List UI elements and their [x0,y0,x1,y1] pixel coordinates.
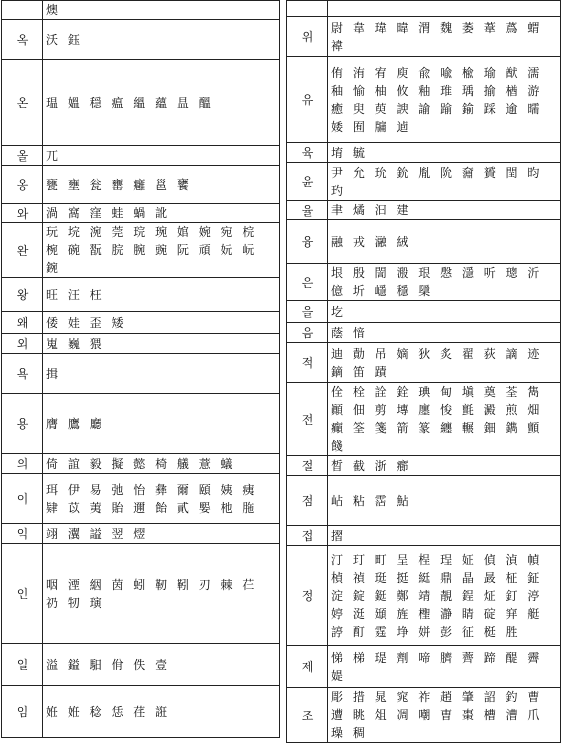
hanja-cell: 嵬 巍 猥 [43,334,280,354]
hanja-cell: 玩 垸 涴 莞 琓 琬 婠 婉 宛 梡 椀 碗 翫 脘 腕 豌 阮 頑 妧 岏 鋺 [43,223,280,278]
hanja-cell: 彫 措 晁 窕 祚 趙 肇 詔 釣 曹 遭 眺 俎 凋 嘲 曺 棗 槽 漕 爪 璪 稠 [328,688,561,743]
index-row [287,383,561,456]
index-row [287,476,561,526]
hanja-cell: 汀 玎 町 呈 桯 珵 姃 偵 湞 幀 楨 禎 珽 挺 綎 鼎 晶 晸 柾 鉦 淀 錠 鋌 鄭 靖 靚 鋥 炡 釘 渟 婷 涏 頲 旌 檉 瀞 睛 碇 穽 艇 諪 酊 霆 埩 姘 彭 征 梃 胜 [328,546,561,646]
hanja-cell: 姙 姙 稔 恁 荏 誑 [43,686,280,738]
hanja-cell: 渦 窩 窪 蛙 蝸 訛 [43,204,280,223]
index-row [2,474,280,524]
index-row [287,201,561,220]
reading-cell: 왕 [2,278,43,312]
index-row [287,526,561,546]
index-row [287,301,561,323]
index-row [2,524,280,544]
reading-cell: 윤 [287,163,328,201]
hanja-cell: 聿 燏 汩 建 [328,201,561,220]
hanja-cell: 溢 鎰 馹 佾 佚 壹 [43,644,280,686]
index-row [2,454,280,474]
hanja-cell: 揖 [43,354,280,394]
reading-cell: 외 [2,334,43,354]
reading-cell: 온 [2,60,43,146]
reading-cell: 용 [2,394,43,454]
reading-cell: 일 [2,644,43,686]
hanja-cell: 尉 韋 瑋 暐 渭 魏 萎 葦 蔿 蝟 褘 [328,17,561,57]
index-row [2,20,280,60]
index-row [287,57,561,143]
index-row [2,394,280,454]
reading-cell: 욕 [2,354,43,394]
hanja-cell: 岾 粘 霑 鮎 [328,476,561,526]
reading-cell: 융 [287,220,328,264]
reading-cell [287,1,328,17]
reading-cell: 전 [287,383,328,456]
hanja-cell: 瑥 媼 穏 瘟 縕 蘊 昷 醞 [43,60,280,146]
reading-cell: 위 [287,17,328,57]
index-row [2,354,280,394]
reading-cell: 완 [2,223,43,278]
index-row [2,223,280,278]
index-row [2,146,280,166]
hanja-cell: 咽 湮 絪 茵 蚓 靭 靷 刃 棘 芢 礽 牣 璌 [43,544,280,644]
hanja-cell: 摺 [328,526,561,546]
reading-cell: 정 [287,546,328,646]
hanja-cell: 悌 梯 瑅 劑 啼 臍 薺 蹄 醍 霽 媞 [328,646,561,688]
index-row [287,143,561,163]
hanja-cell: 堉 毓 [328,143,561,163]
hanja-cell: 尹 允 玧 鈗 胤 阭 奫 贇 閏 昀 玓 [328,163,561,201]
index-row [2,204,280,223]
index-row [2,334,280,354]
reading-cell: 점 [287,476,328,526]
reading-cell: 조 [287,688,328,743]
index-row [2,166,280,204]
reading-cell: 음 [287,323,328,343]
index-row [287,646,561,688]
reading-cell: 육 [287,143,328,163]
index-row [287,264,561,301]
hanja-cell: 沃 鈺 [43,20,280,60]
index-row [2,1,280,20]
right-column [286,0,561,740]
reading-cell: 절 [287,456,328,476]
index-row [287,17,561,57]
index-row [287,220,561,264]
hanja-cell: 膺 鷹 廳 [43,394,280,454]
reading-cell: 옥 [2,20,43,60]
index-row [287,343,561,383]
hanja-cell: 融 戎 瀜 絨 [328,220,561,264]
index-row [2,686,280,738]
reading-cell: 옹 [2,166,43,204]
reading-cell [2,1,43,20]
hanja-cell: 侑 洧 宥 庾 兪 喩 楡 瑜 猷 濡 秞 愉 柚 攸 釉 琟 瑀 揄 楢 游 癒 臾 萸 諛 諭 踰 鍮 踩 逾 曘 婑 囿 牖 逌 [328,57,561,143]
hanja-cell: 翊 瀷 謚 翌 熤 [43,524,280,544]
reading-cell: 올 [2,146,43,166]
left-column [1,0,280,719]
hanja-cell [328,1,561,17]
index-row [287,456,561,476]
reading-cell: 왜 [2,312,43,334]
reading-cell: 임 [2,686,43,738]
index-row [287,1,561,17]
reading-cell: 을 [287,301,328,323]
index-row [2,60,280,146]
reading-cell: 유 [287,57,328,143]
reading-cell: 제 [287,646,328,688]
reading-cell: 율 [287,201,328,220]
hanja-cell: 蔭 愔 [328,323,561,343]
index-row [2,278,280,312]
hanja-cell: 佺 栓 詮 銓 琠 甸 塡 奠 荃 雋 顚 佃 剪 塼 廛 悛 氈 澱 煎 畑 癲 筌 箋 箭 篆 纏 輾 鈿 鐫 顫 餞 [328,383,561,456]
hanja-cell: 倭 娃 歪 矮 [43,312,280,334]
reading-cell: 접 [287,526,328,546]
hanja-cell: 迪 勣 吊 嫡 狄 炙 翟 荻 謫 迹 鏑 笛 蹟 [328,343,561,383]
hanja-cell: 燠 [43,1,280,20]
hanja-cell: 兀 [43,146,280,166]
reading-cell: 와 [2,204,43,223]
left-index-table [1,0,280,738]
right-index-table [286,0,561,743]
index-row [2,644,280,686]
reading-cell: 익 [2,524,43,544]
reading-cell: 의 [2,454,43,474]
hanja-cell: 圪 [328,301,561,323]
index-row [2,312,280,334]
index-row [287,688,561,743]
hanja-cell: 晳 截 浙 癤 [328,456,561,476]
reading-cell: 인 [2,544,43,644]
reading-cell: 적 [287,343,328,383]
index-row [287,163,561,201]
hanja-cell: 珥 伊 易 弛 怡 彝 爾 頤 姨 痍 肄 苡 荑 貽 邇 飴 貳 媐 杝 胣 [43,474,280,524]
index-row [2,544,280,644]
reading-cell: 이 [2,474,43,524]
reading-cell: 은 [287,264,328,301]
hanja-cell: 旺 汪 枉 [43,278,280,312]
index-row [287,323,561,343]
hanja-cell: 甕 壅 瓮 罋 癰 邕 饔 [43,166,280,204]
hanja-cell: 垠 殷 誾 溵 珢 慇 濦 听 璁 沂 億 圻 嶾 穩 檃 [328,264,561,301]
index-row [287,546,561,646]
hanja-cell: 倚 誼 毅 擬 懿 椅 艤 薏 蟻 [43,454,280,474]
